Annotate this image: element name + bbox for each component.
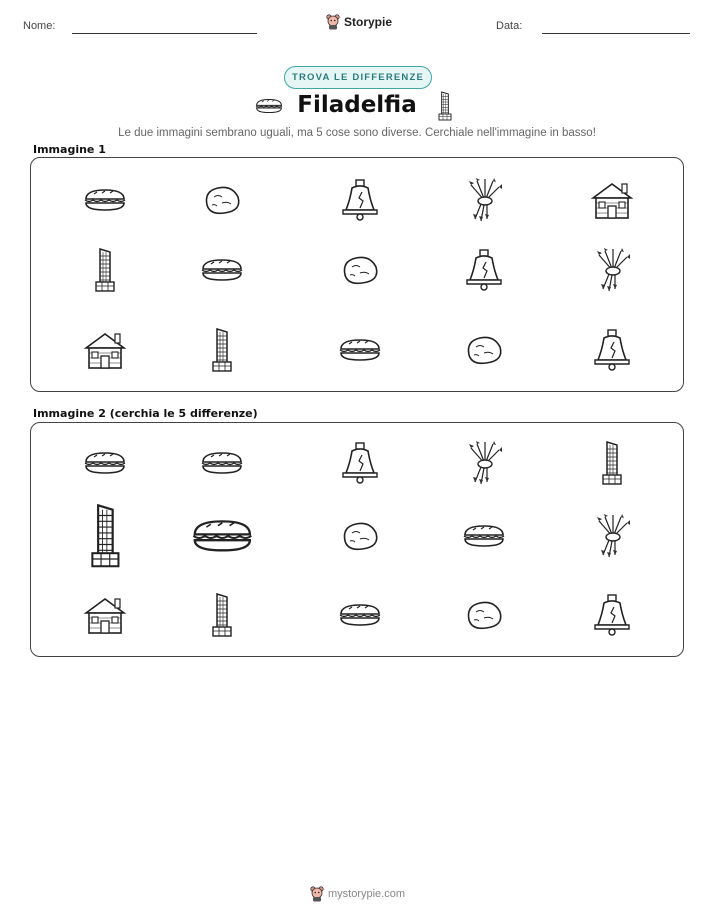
liberty-bell-icon	[592, 328, 632, 372]
liberty-bell-icon	[340, 178, 380, 222]
liberty-bell-icon[interactable]	[592, 593, 632, 637]
sandwich-icon	[337, 337, 383, 363]
instructions: Le due immagini sembrano uguali, ma 5 cose sono diverse. Cerchiale nell'immagine in basso!	[118, 127, 596, 139]
pretzel-bun-icon	[202, 183, 242, 217]
headdress-icon[interactable]	[465, 440, 503, 486]
page-title: Filadelfia	[297, 92, 417, 118]
image1-label: Immagine 1	[33, 143, 106, 156]
skyscraper-icon	[210, 326, 234, 374]
sandwich-icon	[199, 257, 245, 283]
name-label: Nome:	[23, 20, 56, 32]
sandwich-icon[interactable]	[82, 450, 128, 476]
skyscraper-icon[interactable]	[600, 439, 624, 487]
pretzel-bun-icon	[464, 333, 504, 367]
sandwich-icon[interactable]	[337, 602, 383, 628]
date-field[interactable]	[542, 33, 690, 34]
title-sandwich-icon	[254, 96, 284, 121]
headdress-icon[interactable]	[593, 513, 631, 559]
sandwich-icon	[82, 187, 128, 213]
skyscraper-icon	[93, 246, 117, 294]
date-label: Data:	[496, 20, 523, 32]
house-icon[interactable]	[83, 595, 127, 635]
skyscraper-icon[interactable]	[210, 591, 234, 639]
activity-badge: TROVA LE DIFFERENZE	[284, 66, 432, 89]
image2-label: Immagine 2 (cerchia le 5 differenze)	[33, 407, 258, 420]
skyscraper-icon[interactable]	[88, 501, 123, 571]
pretzel-bun-icon[interactable]	[340, 519, 380, 553]
liberty-bell-icon	[464, 248, 504, 292]
sandwich-icon[interactable]	[199, 450, 245, 476]
footer-bear-icon	[310, 886, 324, 902]
headdress-icon	[593, 247, 631, 293]
sandwich-icon[interactable]	[461, 523, 507, 549]
house-icon	[83, 330, 127, 370]
pretzel-bun-icon[interactable]	[464, 598, 504, 632]
footer-url[interactable]: mystorypie.com	[328, 888, 406, 900]
house-icon	[590, 180, 634, 220]
footer	[310, 886, 405, 902]
liberty-bell-icon[interactable]	[340, 441, 380, 485]
headdress-icon	[465, 177, 503, 223]
pretzel-bun-icon	[340, 253, 380, 287]
brand-name: Storypie	[344, 15, 393, 29]
bear-icon	[326, 14, 340, 30]
brand-logo	[326, 14, 392, 30]
name-field[interactable]	[72, 33, 257, 34]
title-skyscraper-icon	[436, 90, 454, 127]
sandwich-icon[interactable]	[189, 517, 256, 555]
